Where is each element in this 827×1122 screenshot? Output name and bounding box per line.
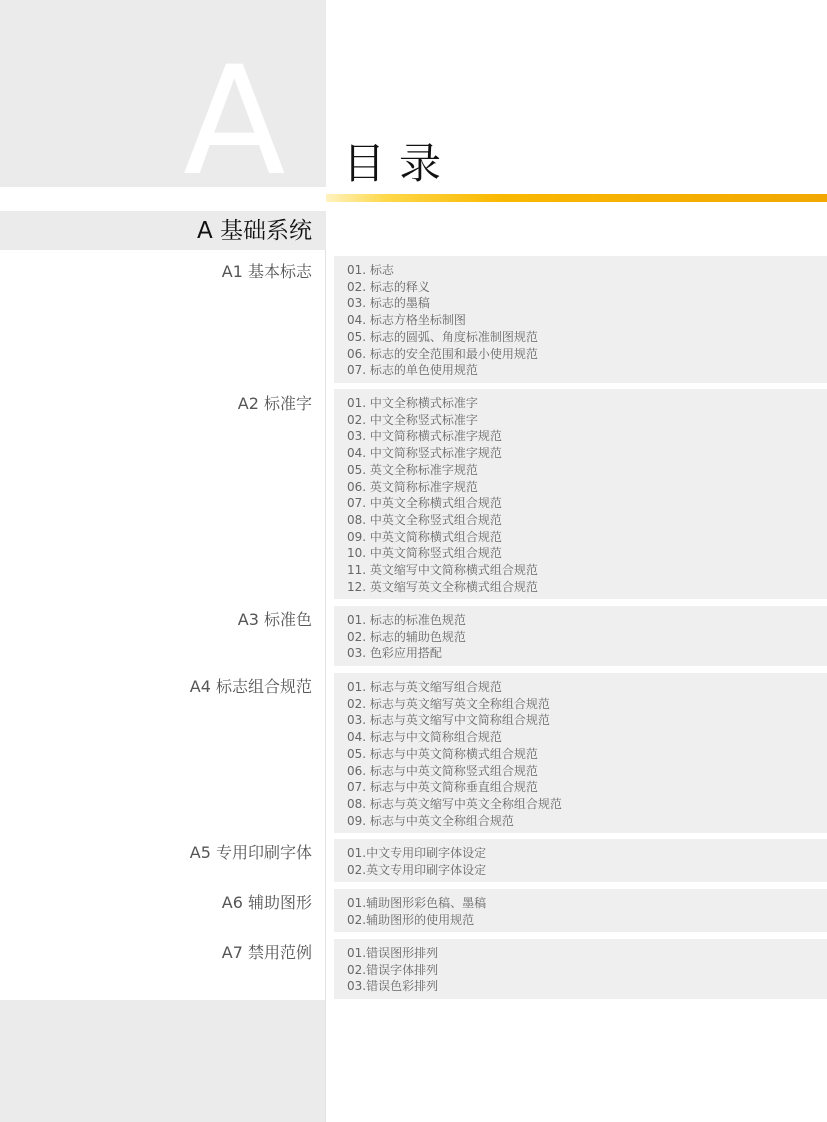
list-item[interactable]: 02.英文专用印刷字体设定 [347,862,487,877]
list-item[interactable]: 10. 中英文简称竖式组合规范 [347,546,502,561]
list-item[interactable]: 04. 标志与中文简称组合规范 [347,730,502,745]
list-item[interactable]: 09. 标志与中英文全称组合规范 [347,813,514,828]
list-item[interactable]: 11. 英文缩写中文简称横式组合规范 [347,563,538,578]
list-item[interactable]: 05. 英文全称标准字规范 [347,462,478,477]
list-item[interactable]: 01. 标志的标准色规范 [347,613,466,627]
group-list-a5 [334,839,827,882]
accent-bar [326,194,827,202]
group-label-a3: A3 标准色 [237,610,312,629]
list-item[interactable]: 01.中文专用印刷字体设定 [347,846,487,860]
list-item[interactable]: 02. 中文全称竖式标准字 [347,412,478,427]
list-item[interactable]: 04. 标志方格坐标制图 [347,313,466,328]
group-list-a4 [334,673,827,833]
list-item[interactable]: 12. 英文缩写英文全称横式组合规范 [347,579,538,594]
list-item[interactable]: 06. 标志与中英文简称竖式组合规范 [347,763,538,778]
list-item[interactable]: 06. 标志的安全范围和最小使用规范 [347,346,538,361]
list-item[interactable]: 01.错误图形排列 [347,946,439,960]
list-item[interactable]: 01. 标志与英文缩写组合规范 [347,680,502,694]
divider [325,250,326,1122]
list-item[interactable]: 02.辅助图形的使用规范 [347,912,475,927]
list-item[interactable]: 02. 标志与英文缩写英文全称组合规范 [347,696,550,711]
section-header [0,211,326,250]
list-item[interactable]: 03. 中文简称横式标准字规范 [347,429,502,444]
list-item[interactable]: 03. 色彩应用搭配 [347,646,442,661]
list-item[interactable]: 02. 标志的辅助色规范 [347,629,466,644]
group-label-a4: A4 标志组合规范 [189,677,312,696]
page-title: 目录 [343,139,456,188]
group-label-a5: A5 专用印刷字体 [189,843,312,862]
section-title: A 基础系统 [196,218,312,244]
list-item[interactable]: 07. 标志与中英文简称垂直组合规范 [347,780,538,795]
list-item[interactable]: 08. 标志与英文缩写中英文全称组合规范 [347,796,562,811]
group-list-a7 [334,939,827,999]
group-label-a2: A2 标准字 [237,394,312,413]
footer-gray-panel [0,1000,326,1122]
list-item[interactable]: 07. 标志的单色使用规范 [347,363,478,378]
chapter-letter: A [183,35,286,209]
list-item[interactable]: 05. 标志与中英文简称横式组合规范 [347,746,538,761]
list-item[interactable]: 01. 标志 [347,263,394,277]
list-item[interactable]: 05. 标志的圆弧、角度标准制图规范 [347,329,538,344]
list-item[interactable]: 03. 标志与英文缩写中文简称组合规范 [347,713,550,728]
group-label-a7: A7 禁用范例 [221,943,312,962]
list-item[interactable]: 07. 中英文全称横式组合规范 [347,496,502,511]
group-label-a1: A1 基本标志 [221,262,312,281]
group-label-a6: A6 辅助图形 [221,893,312,912]
group-list-a1 [334,256,827,383]
group-list-a2 [334,389,827,599]
list-item[interactable]: 08. 中英文全称竖式组合规范 [347,512,502,527]
list-item[interactable]: 06. 英文简称标准字规范 [347,479,478,494]
list-item[interactable]: 02.错误字体排列 [347,962,439,977]
list-item[interactable]: 03. 标志的墨稿 [347,296,430,311]
group-list-a3 [334,606,827,666]
list-item[interactable]: 09. 中英文简称横式组合规范 [347,529,502,544]
list-item[interactable]: 02. 标志的释义 [347,279,430,294]
group-list-a6 [334,889,827,932]
list-item[interactable]: 03.错误色彩排列 [347,979,439,994]
list-item[interactable]: 01.辅助图形彩色稿、墨稿 [347,896,487,910]
header-gray-panel [0,0,326,209]
list-item[interactable]: 04. 中文简称竖式标准字规范 [347,446,502,461]
list-item[interactable]: 01. 中文全称横式标准字 [347,396,478,410]
